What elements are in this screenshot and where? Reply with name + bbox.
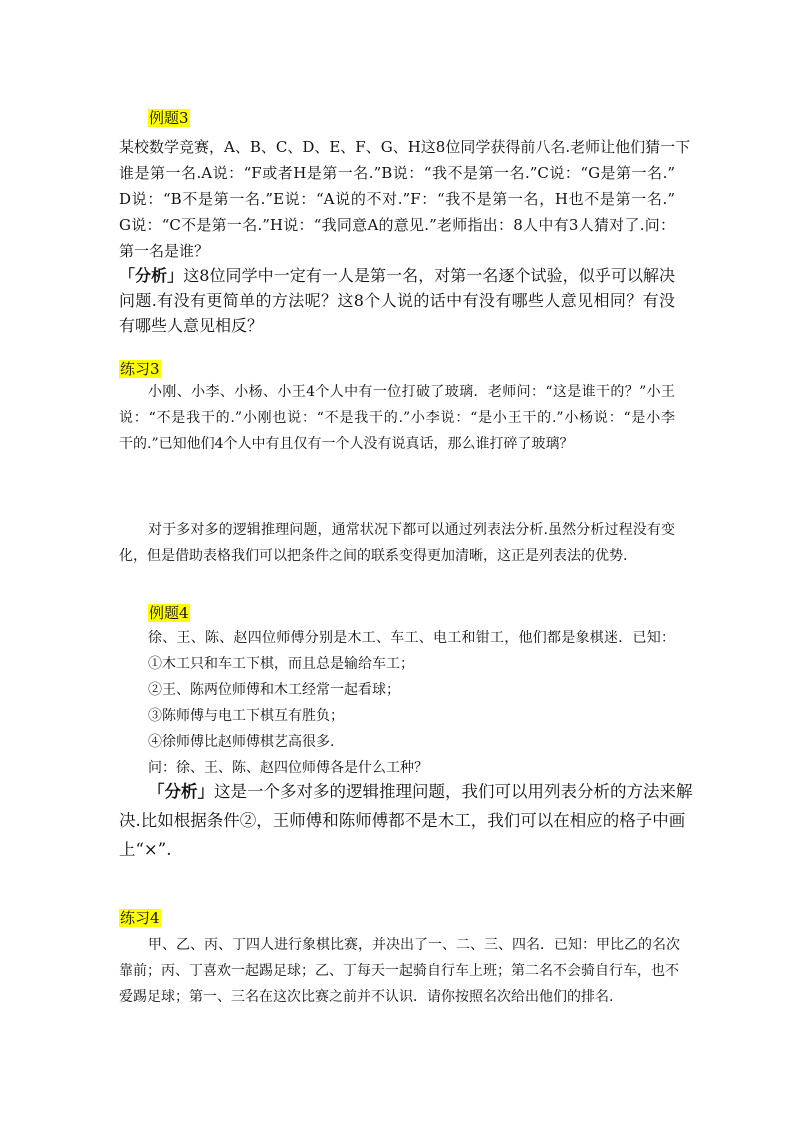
example-4-condition-3: ③陈师傅与电工下棋互有胜负； — [148, 708, 344, 724]
intro-line-1: 对于多对多的逻辑推理问题，通常状况下都可以通过列表法分析.虽然分析过程没有变 — [148, 522, 675, 538]
practice-4-line-1: 甲、乙、丙、丁四人进行象棋比赛，并决出了一、二、三、四名．已知：甲比乙的名次 — [148, 937, 680, 953]
example-4-question: 问：徐、王、陈、赵四位师傅各是什么工种？ — [148, 760, 428, 776]
example-3-line-2: 谁是第一名.A说：“F或者H是第一名.”B说：“我不是第一名.”C说：“G是第一名.” — [119, 164, 675, 182]
example-3-analysis — [119, 263, 675, 338]
example-4-analysis-text-1: 这是一个多对多的逻辑推理问题，我们可以用列表分析的方法来解 — [214, 782, 693, 801]
example-3-problem — [119, 134, 691, 264]
example-4-analysis — [119, 777, 693, 864]
practice-4-line-2: 靠前；丙、丁喜欢一起踢足球；乙、丁每天一起骑自行车上班；第二名不会骑自行车，也不 — [119, 963, 679, 979]
list-method-intro — [119, 517, 675, 569]
example-4-line-1: 徐、王、陈、赵四位师傅分别是木工、车工、电工和钳工，他们都是象棋迷．已知： — [148, 630, 675, 646]
practice-3-heading-text: 练习3 — [120, 360, 160, 378]
example-4-condition-2: ②王、陈两位师傅和木工经常一起看球； — [148, 682, 400, 698]
example-4-analysis-line-1 — [119, 777, 693, 806]
example-4-heading — [148, 600, 190, 626]
example-4-analysis-line-3: 上“×”. — [119, 840, 172, 859]
practice-4-heading-text: 练习4 — [120, 909, 160, 927]
practice-4-heading — [119, 905, 161, 931]
practice-3-line-2: 说：“不是我干的.”小刚也说：“不是我干的.”小李说：“是小王干的.”小杨说：“是小李 — [119, 410, 675, 426]
practice-3-line-3: 干的.”已知他们4个人中有且仅有一个人没有说真话，那么谁打碎了玻璃？ — [119, 436, 574, 452]
example-4-heading-text: 例题4 — [149, 604, 189, 622]
practice-3-problem — [119, 379, 675, 457]
example-3-line-3: D说：“B不是第一名.”E说：“A说的不对.”F：“我不是第一名，H也不是第一名.” — [119, 190, 675, 208]
example-3-heading-text: 例题3 — [149, 109, 189, 127]
example-4-analysis-tag: 「分析」 — [148, 782, 214, 801]
example-3-heading — [148, 105, 190, 131]
example-4-condition-1: ①木工只和车工下棋，而且总是输给车工； — [148, 656, 414, 672]
example-3-analysis-tag: 「分析」 — [119, 266, 184, 285]
example-3-analysis-line-3: 有哪些人意见相反？ — [119, 316, 264, 335]
example-3-line-1: 某校数学竞赛，A、B、C、D、E、F、G、H这8位同学获得前八名.老师让他们猜一下 — [119, 138, 691, 156]
practice-4-line-3: 爱踢足球；第一、三名在这次比赛之前并不认识．请你按照名次给出他们的排名. — [119, 989, 614, 1005]
practice-3-line-1: 小刚、小李、小杨、小王4个人中有一位打破了玻璃．老师问：“这是谁干的？”小王 — [148, 384, 675, 400]
example-4-analysis-line-2: 决.比如根据条件②，王师傅和陈师傅都不是木工，我们可以在相应的格子中画 — [119, 811, 686, 830]
example-4-condition-4: ④徐师傅比赵师傅棋艺高很多. — [148, 734, 335, 750]
example-3-analysis-text-1: 这8位同学中一定有一人是第一名，对第一名逐个试验，似乎可以解决 — [183, 266, 675, 285]
intro-line-2: 化，但是借助表格我们可以把条件之间的联系变得更加清晰，这正是列表法的优势. — [119, 548, 628, 564]
example-4-problem — [148, 625, 675, 781]
example-3-analysis-line-2: 问题.有没有更简单的方法呢？这8个人说的话中有没有哪些人意见相同？有没 — [119, 291, 675, 310]
example-3-analysis-line-1 — [119, 263, 675, 288]
example-3-line-5: 第一名是谁？ — [119, 242, 210, 260]
practice-4-problem — [119, 932, 680, 1010]
example-3-line-4: G说：“C不是第一名.”H说：“我同意A的意见.”老师指出：8人中有3人猜对了.问： — [119, 216, 675, 234]
